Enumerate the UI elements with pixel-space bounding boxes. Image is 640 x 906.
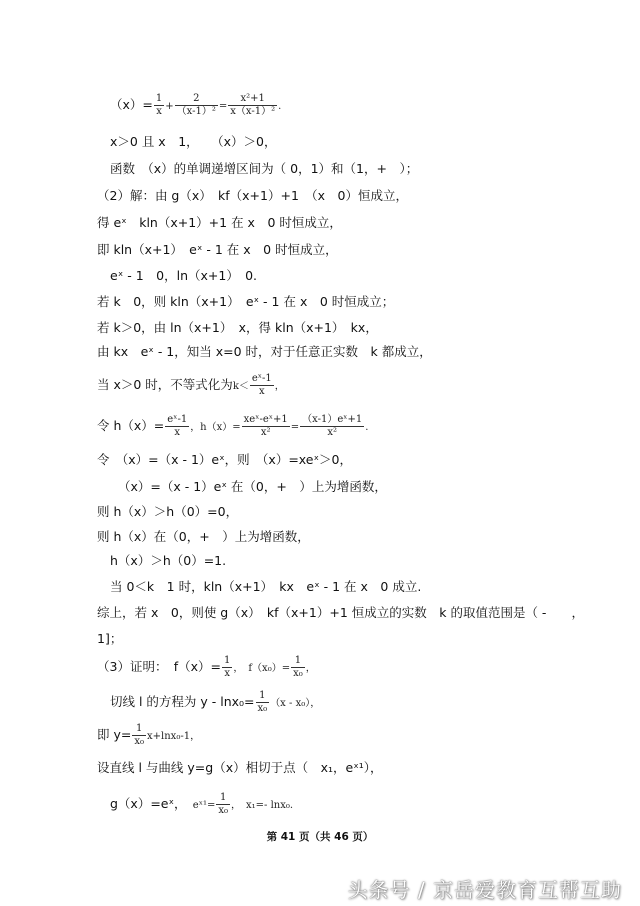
formula-text: eˣ¹= [192,800,216,811]
formula-text: ， [274,381,285,392]
line-text: 设直线 l 与曲线 y=g（x）相切于点（ x₁，eˣ¹）， [97,760,383,775]
text-line [97,529,310,545]
fraction [242,414,290,439]
text-line [118,479,387,495]
formula-text: ， [305,663,316,674]
line-text: 综上，若 x 0，则使 g（x） kf（x+1）+1 恒成立的实数 k 的取值范围是（ - ， [97,605,584,620]
line-text: （x）= [110,97,153,112]
fraction-numerator: x²+1 [228,93,277,106]
fraction-denominator: x [259,386,265,397]
text-line [110,553,226,569]
fraction [250,373,274,398]
fraction [256,690,270,715]
text-line [97,504,238,520]
formula-text: = [218,101,228,112]
text-line [110,161,418,177]
fraction-numerator: eˣ-1 [251,373,272,384]
line-text: eˣ - 1 0，ln（x+1） 0. [110,268,257,283]
line-text: （x）=（x - 1）eˣ 在（0，+ ）上为增函数， [118,479,387,494]
line-text: h（x）＞h（0）=1. [110,553,227,568]
line-text: 由 kx eˣ - 1，知当 x=0 时，对于任意正实数 k 都成立， [97,344,432,359]
page-footer: 第 41 页（共 46 页） [266,831,374,843]
fraction-denominator: x（x-1）² [230,106,276,117]
line-text: 当 0＜k 1 时，kln（x+1） kx eˣ - 1 在 x 0 成立. [110,579,422,594]
text-line [97,344,432,360]
fraction-numerator: 1 [155,93,163,104]
fraction-numerator: 1 [132,723,146,736]
formula-text: ， x₁=- lnx₀. [231,800,294,811]
text-line [97,631,122,647]
fraction-numerator: 2 [175,93,218,106]
fraction-denominator: x² [327,427,337,438]
fraction-numerator: （x-1）eˣ+1 [302,414,363,425]
line-text: 令 （x）=（x - 1）eˣ，则 （x）=xeˣ＞0， [97,452,352,467]
fraction [165,414,189,439]
fraction [175,93,218,118]
text-line [110,134,277,150]
formula-text: . [365,422,369,433]
fraction-denominator: x² [260,427,271,438]
formula-text: + [165,101,174,112]
fraction-numerator: 1 [256,690,270,703]
watermark: 头条号 / 京岳爱教育互帮互助 [347,878,622,902]
fraction-denominator: x₀ [257,703,268,714]
text-line [97,760,383,776]
line-text: 若 k＞0，由 ln（x+1） x，得 kln（x+1） kx， [97,320,378,335]
text-line [97,215,342,231]
formula-text: x+lnx₀-1， [147,731,201,742]
fraction-numerator: 1 [223,655,231,666]
formula-text: ，h（x）= [190,422,241,433]
text-line [110,690,320,715]
text-line [97,452,352,468]
text-line [97,188,408,204]
formula-text: . [278,101,282,112]
fraction [216,792,230,817]
fraction [228,93,277,118]
fraction-denominator: （x-1）² [176,106,216,117]
text-line [97,605,584,621]
line-text: 函数 （x）的单调递增区间为（ 0，1）和（1，+ ）； [110,161,419,176]
line-text: （2）解：由 g（x） kf（x+1）+1 （x 0）恒成立， [97,188,408,203]
fraction-numerator: eˣ-1 [167,414,188,425]
text-line [110,93,281,118]
line-text: 即 y= [97,727,132,742]
line-text: g（x）=eˣ， [110,796,193,811]
line-text: （3）证明： f（x）= [97,659,221,674]
text-line [97,373,285,398]
fraction [222,655,232,680]
line-text: x＞0 且 x 1， （x）＞0， [110,134,277,149]
line-text: 即 kln（x+1） eˣ - 1 在 x 0 时恒成立， [97,242,338,257]
fraction-denominator: x [174,427,181,438]
fraction-denominator: x₀ [134,736,145,747]
text-line [97,242,338,258]
fraction [154,93,164,118]
text-line [97,294,394,310]
text-line [97,655,316,680]
text-line [110,268,257,284]
line-text: 令 h（x）= [97,418,165,433]
formula-text: ， f（x₀）= [233,663,291,674]
line-text: 得 eˣ kln（x+1）+1 在 x 0 时恒成立， [97,215,342,230]
text-line [110,579,421,595]
fraction [300,414,364,439]
fraction [132,723,146,748]
line-text: 1]； [97,631,123,646]
line-text: 则 h（x）＞h（0）=0， [97,504,239,519]
fraction-denominator: x [224,668,230,679]
fraction-denominator: x₀ [218,805,228,816]
line-text: 当 x＞0 时，不等式化为 [97,377,233,392]
text-line [97,320,378,336]
fraction [291,655,305,680]
line-text: 切线 l 的方程为 y - lnx₀= [110,694,255,709]
text-line [110,792,293,817]
formula-text: = [290,422,300,433]
formula-text: k＜ [232,381,249,392]
fraction-denominator: x [156,106,162,117]
fraction-numerator: xeˣ-eˣ+1 [243,414,288,425]
line-text: 若 k 0，则 kln（x+1） eˣ - 1 在 x 0 时恒成立； [97,294,395,309]
fraction-denominator: x₀ [293,668,303,679]
line-text: 则 h（x）在（0，+ ）上为增函数， [97,529,310,544]
text-line [97,723,200,748]
fraction-numerator: 1 [216,792,230,805]
text-line [97,414,368,439]
fraction-numerator: 1 [291,655,305,668]
formula-text: （x - x₀）， [270,698,321,709]
